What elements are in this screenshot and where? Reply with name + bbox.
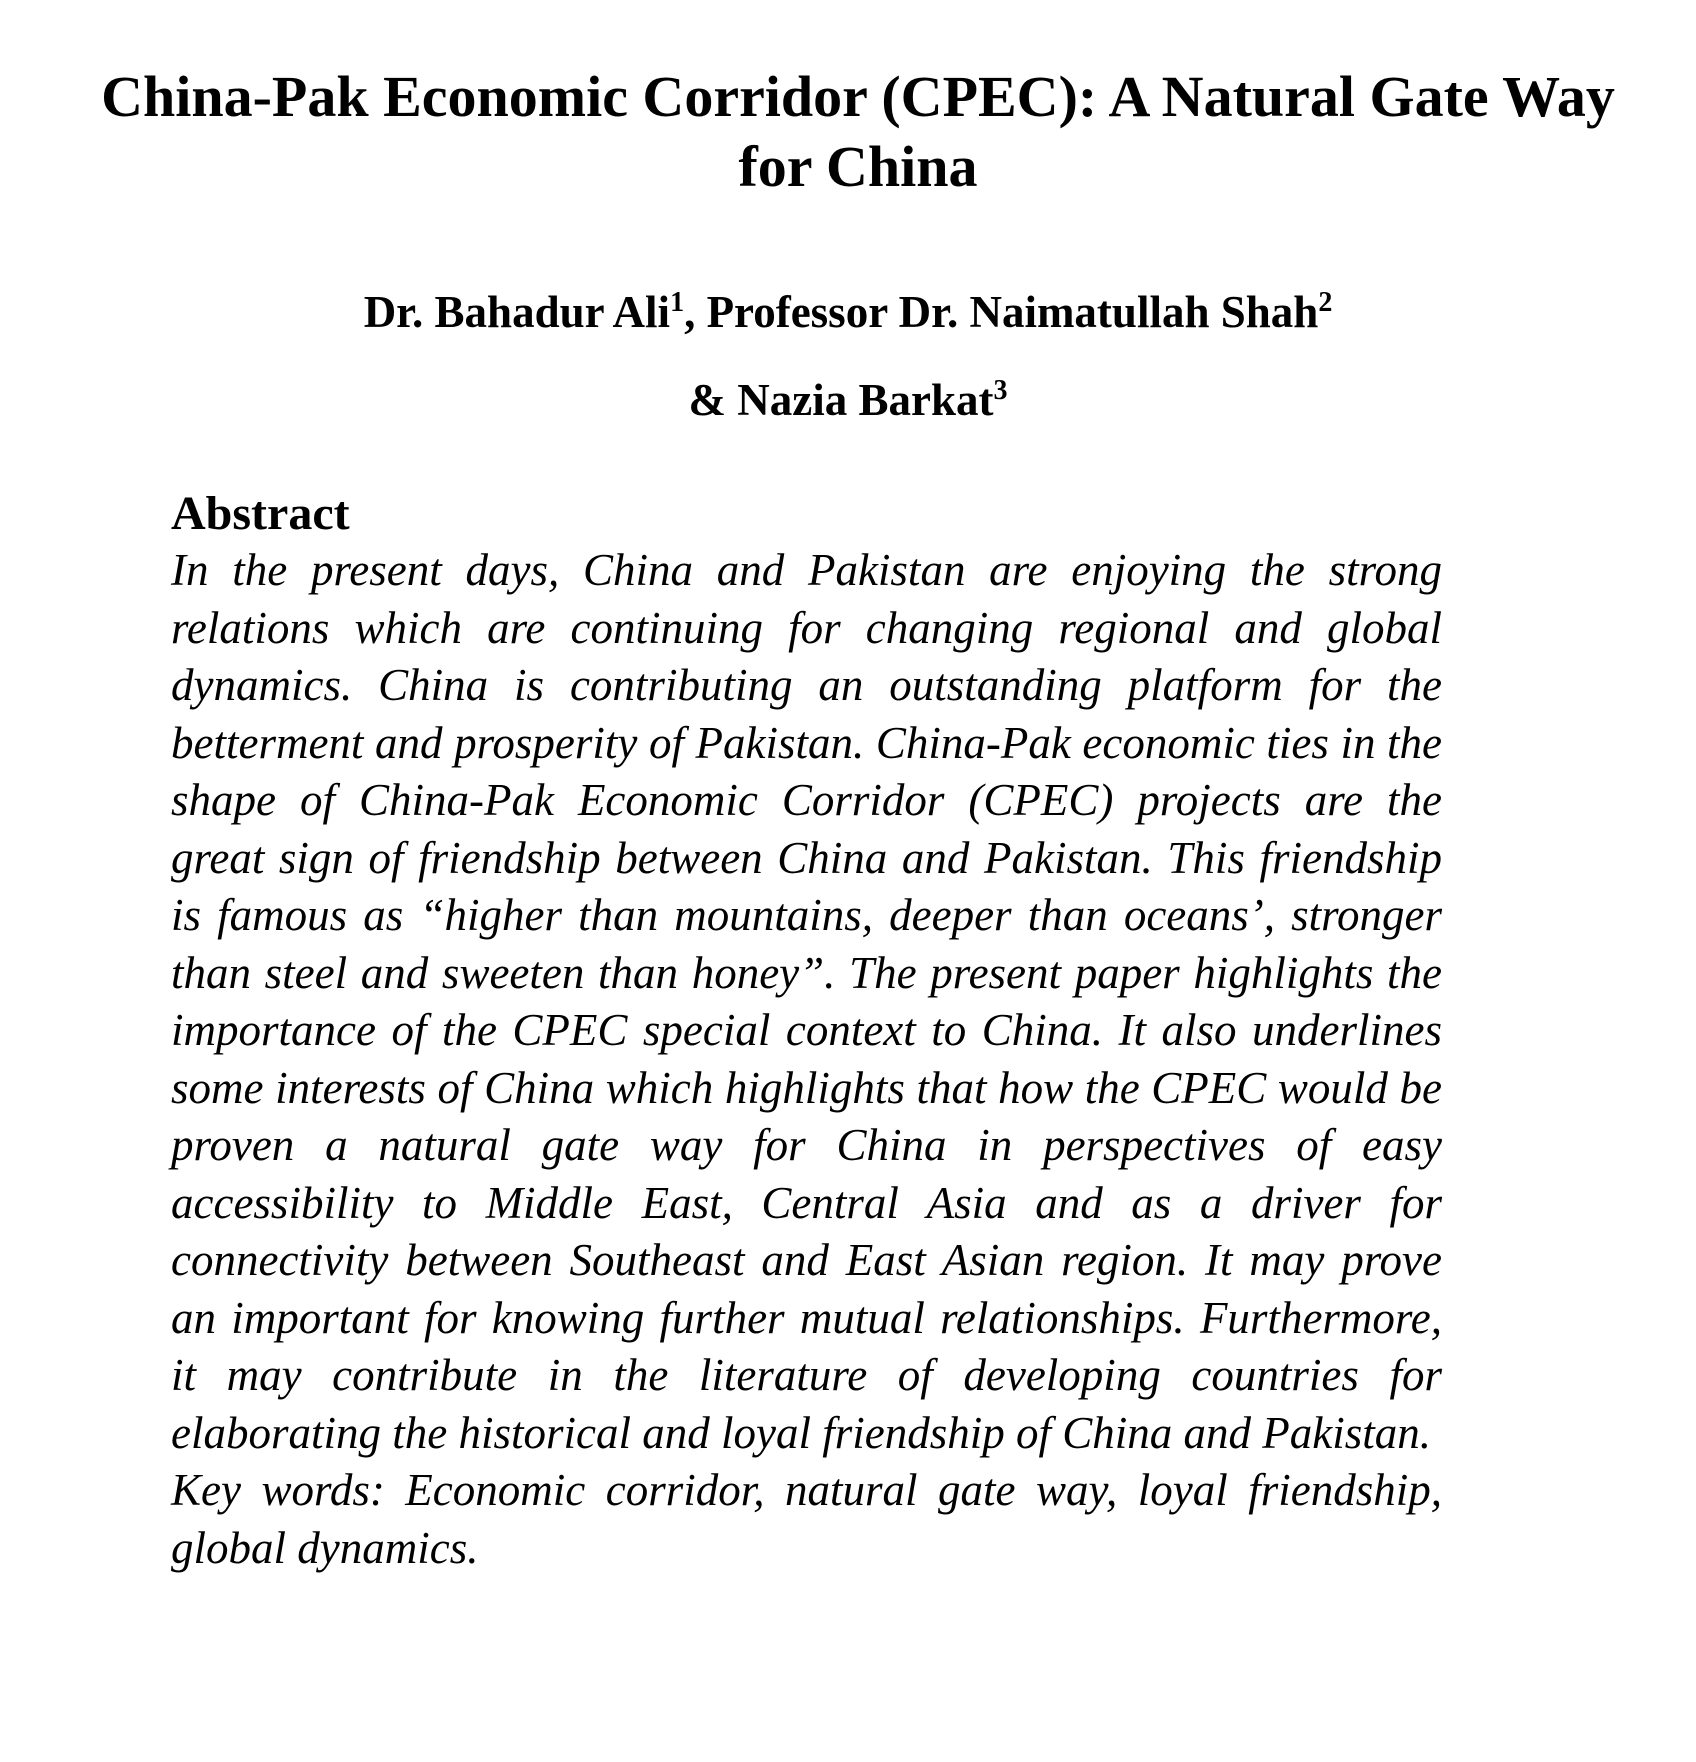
author-name-3: Nazia Barkat xyxy=(737,375,994,425)
author-affiliation-3: 3 xyxy=(993,375,1008,406)
abstract-section xyxy=(171,486,1442,1577)
abstract-text: In the present days, China and Pakistan are enjoying the strong relations which are continuing for changing regional and global dynamics. China is contributing an outstanding platform for the betterment and prosperity of Pakistan. China-Pak economic ties in the shape of China-Pak Economic Corridor (CPEC) projects are the great sign of friendship between China and Pakistan. This friendship is famous as “higher than mountains, deeper than oceans’, stronger than steel and sweeten than honey”. The present paper highlights the importance of the CPEC special context to China. It also underlines some interests of China which highlights that how the CPEC would be proven a natural gate way for China in perspectives of easy accessibility to Middle East, Central Asia and as a driver for connectivity between Southeast and East Asian region. It may prove an important for knowing further mutual relationships. Furthermore, it may contribute in the literature of developing countries for elaborating the historical and loyal friendship of China and Pakistan. xyxy=(171,545,1442,1458)
author-separator: , xyxy=(684,287,707,337)
author-affiliation-2: 2 xyxy=(1318,287,1333,318)
author-name-2: Professor Dr. Naimatullah Shah xyxy=(706,287,1319,337)
abstract-heading: Abstract xyxy=(171,487,350,540)
author-prefix: & xyxy=(688,375,738,425)
author-name-1: Dr. Bahadur Ali xyxy=(363,287,671,337)
keywords: Key words: Economic corridor, natural gate way, loyal friendship, global dynamics. xyxy=(171,1465,1442,1573)
paper-title: China-Pak Economic Corridor (CPEC): A Natural Gate Way for China xyxy=(101,64,1615,199)
author-line-1 xyxy=(100,286,1596,338)
author-line-2 xyxy=(100,374,1596,426)
author-affiliation-1: 1 xyxy=(670,287,685,318)
